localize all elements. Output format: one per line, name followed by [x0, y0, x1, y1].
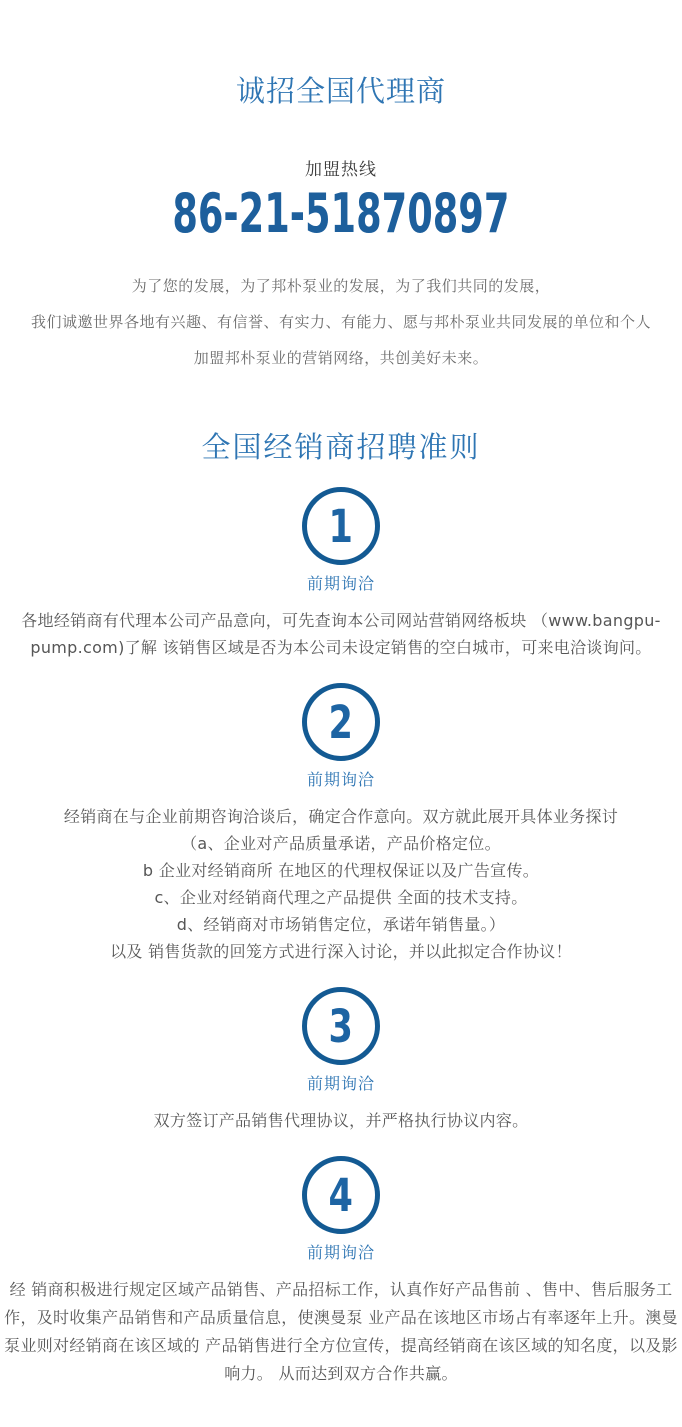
page-title: 诚招全国代理商: [235, 74, 446, 108]
step-3-number: 3: [328, 1000, 354, 1054]
step-2-label: 前期询洽: [306, 769, 375, 789]
step-2-text-line: 经销商在与企业前期咨询洽谈后，确定合作意向。双方就此展开具体业务探讨: [63, 806, 619, 826]
intro-line-2: 我们诚邀世界各地有兴趣、有信誉、有实力、有能力、愿与邦朴泵业共同发展的单位和个人: [30, 312, 651, 331]
step-2-number-circle-icon: [302, 683, 380, 761]
hotline-phone: [0, 181, 682, 245]
step-3-description: [0, 1107, 682, 1134]
hotline-phone-number: 86-21-51870897: [172, 181, 510, 245]
intro-line-1: 为了您的发展，为了邦朴泵业的发展，为了我们共同的发展，: [131, 276, 551, 295]
step-2-text-line: 以及 销售货款的回笼方式进行深入讨论，并以此拟定合作协议！: [110, 941, 572, 961]
intro-text: [0, 268, 682, 376]
step-3: [0, 987, 682, 1134]
step-4-description: [0, 1276, 682, 1388]
step-1-number: 1: [328, 500, 354, 554]
step-4-number-circle-icon: [302, 1156, 380, 1234]
step-1: [0, 487, 682, 661]
step-3-number-circle-icon: [302, 987, 380, 1065]
step-2-description: [0, 803, 682, 965]
step-1-description: [0, 607, 682, 661]
step-2-text-line: （a、企业对产品质量承诺，产品价格定位。: [181, 833, 501, 853]
step-4-number: 4: [328, 1169, 354, 1223]
step-2-number: 2: [328, 696, 354, 750]
step-3-label: 前期询洽: [306, 1073, 375, 1093]
step-3-text-line: 双方签订产品销售代理协议，并严格执行协议内容。: [153, 1110, 529, 1130]
step-2-text-line: b 企业对经销商所 在地区的代理权保证以及广告宣传。: [142, 860, 540, 880]
guidelines-steps: [0, 487, 682, 1388]
step-1-number-circle-icon: [302, 487, 380, 565]
guidelines-title: 全国经销商招聘准则: [201, 429, 481, 464]
step-4-text-line: 经 销商积极进行规定区域产品销售、产品招标工作，认真作好产品售前 、售中、售后服务工作，及时收集产品销售和产品质量信息，使澳曼泵 业产品在该地区市场占有率逐年上升。澳曼泵业则对经销商在该区域的 产品销售进行全方位宣传，提高经销商在该区域的知名度，以及影响力。 从而达到双方合作共赢。: [4, 1279, 678, 1383]
step-2: [0, 683, 682, 965]
intro-line-3: 加盟邦朴泵业的营销网络，共创美好未来。: [193, 348, 489, 367]
step-4: [0, 1156, 682, 1388]
step-1-label: 前期询洽: [306, 573, 375, 593]
step-2-text-line: c、企业对经销商代理之产品提供 全面的技术支持。: [154, 887, 528, 907]
step-4-label: 前期询洽: [306, 1242, 375, 1262]
hotline-label: 加盟热线: [305, 159, 377, 180]
step-2-text-line: d、经销商对市场销售定位，承诺年销售量。）: [176, 914, 506, 934]
step-1-text-line: 各地经销商有代理本公司产品意向，可先查询本公司网站营销网络板块 （www.bangpu-pump.com)了解 该销售区域是否为本公司未设定销售的空白城市，可来电洽谈询问。: [21, 610, 661, 657]
